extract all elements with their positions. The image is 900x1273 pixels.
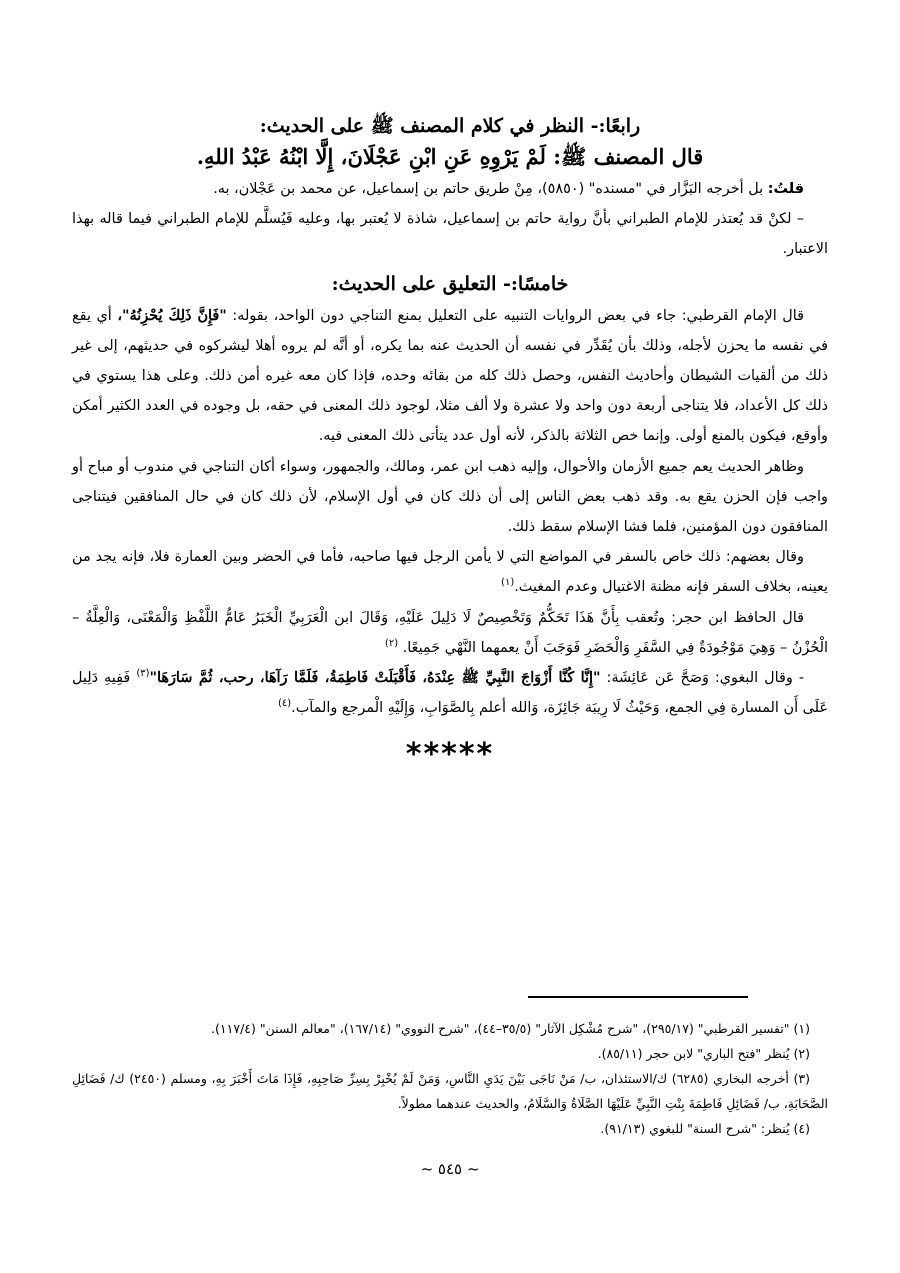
baghawi-intro: - وقال البغوي: وَصَحَّ عَن عَائِشَة:: [606, 670, 805, 687]
paragraph-qurtubi: [72, 301, 828, 452]
qultu-label: قلتُ:: [767, 181, 804, 197]
paragraph-hajar: [72, 603, 828, 663]
footnote-1: (١) "تفسير القرطبي" (٢٩٥/١٧)، "شرح مُشْكِل الآثار" (٣٥/٥–٤٤)، "شرح النووي" (١٦٧/١٤)، "معالم السنن" (١١٧/٤).: [211, 1021, 810, 1036]
paragraph-baad: [72, 542, 828, 602]
heading-author-statement: [72, 140, 828, 174]
qurtubi-text: أي يقع في نفسه ما يحزن لأجله، وذلك بأن يُقَدِّر في نفسه أن الحديث عنه بما يكره، أو أنَّه لم يروه أهلا ليشركوه في حديثهم، إلى غير ذلك من ألقيات الشيطان وأحاديث النفس، وحصل ذلك كله من بقائه وحده، فإذا كان معه غيره أمن ذلك. وعلى هذا يستوي في ذلك كل الأعداد، فلا يتناجى أربعة دون واحد ولا عشرة ولا ألف مثلا، لوجود ذلك المعنى في حقه، بل وجوده في العدد الكثير أمكن وأوقع، فيكون بالمنع أولى. وإنما خص الثلاثة بالذكر، لأنه أول عدد يتأتى ذلك المعنى فيه.: [72, 307, 828, 445]
footnote-ref-1[interactable]: (١): [501, 577, 515, 589]
qurtubi-hadith-quote: "فَإِنَّ ذَلِكَ يُحْزِنُهُ"،: [117, 306, 227, 324]
hajar-text: قال الحافظ ابن حجر: وتُعقب بِأَنَّ هَذَا تَحَكُّمٌ وَتَخْصِيصٌ لَا دَلِيلَ عَلَيْهِ، وَقَالَ ابن الْعَرَبِيِّ الْخَبَرُ عَامُّ اللَّفْظِ وَالْمَعْنَى، وَالْعِلَّةُ – الْحُزْنُ – وَهِيَ مَوْجُودَةٌ فِي السَّفَرِ وَالْحَضَرِ فَوَجَبَ أَنْ يعمهما النَّهْي جَمِيعًا.: [72, 609, 828, 656]
paragraph-zahir: وظاهر الحديث يعم جميع الأزمان والأحوال، وإليه ذهب ابن عمر، ومالك، والجمهور، وسواء أكان التناجي في مندوب أو مباح أو واجب فإن الحزن يقع به. وقد ذهب بعض الناس إلى أن ذلك كان في أول الإسلام، لأن ذلك كان في حال المنافقين فيتناجى المنافقون دون المؤمنين، فلما فشا الإسلام سقط ذلك.: [72, 458, 828, 536]
footnote-ref-2[interactable]: (٢): [384, 638, 399, 650]
baad-text: وقال بعضهم: ذلك خاص بالسفر في المواضع التي لا يأمن الرجل فيها صاحبه، فأما في الحضر وبين العمارة فلا، فإنه يجد من يعينه، بخلاف السفر فإنه مظنة الاغتيال وعدم المغيث.: [72, 549, 828, 596]
qurtubi-intro: قال الإمام القرطبي: جاء في بعض الروايات التنبيه على التعليل بمنع التناجي دون الواحد، بقوله:: [232, 307, 805, 324]
page-number: ~ ٥٤٥ ~: [420, 1160, 480, 1178]
footnote-2: (٢) يُنظر "فتح الباري" لابن حجر (٨٥/١١).: [597, 1046, 810, 1061]
section-fourth-body: [72, 174, 828, 265]
footnote-ref-4[interactable]: (٤): [277, 698, 292, 710]
footnote-3: (٣) أخرجه البخاري (٦٢٨٥) ك/الاستئذان، ب/ مَنْ نَاجَى بَيْنَ يَدَيِ النَّاسِ، وَمَنْ لَمْ يُخْبِرْ بِسِرِّ صَاحِبِهِ، فَإِذَا مَاتَ أَخْبَرَ بِهِ، ومسلم (٢٤٥٠) ك/ فَضَائِلِ الصَّحَابَةِ، ب/ فَضَائِلِ فَاطِمَةَ بِنْتِ النَّبِيِّ عَلَيْهَا الصَّلَاةُ وَالسَّلَامُ، والحديث عندهما مطولاً.: [72, 1071, 828, 1111]
heading-fourth: رابعًا:- النظر في كلام المصنف ﷺ على الحديث:: [259, 115, 641, 137]
section-separator: *****: [405, 737, 495, 773]
footnote-ref-3[interactable]: (٣): [136, 668, 150, 680]
baghawi-text: فَفِيهِ دَلِيل عَلَى أَن المسارة فِي الجمع، وَحَيْثُ لَا رِيبَة جَائِزَة، وَالله أعلم بِالصَّوَابِ، وَإِلَيْهِ الْمرجع والمآب.: [72, 670, 828, 717]
author-label: قال المصنف ﷺ:: [553, 144, 704, 169]
page-body: [72, 112, 828, 772]
paragraph-baghawi: [72, 663, 828, 723]
paragraph-qultu: [72, 174, 828, 204]
footnotes: [72, 1016, 828, 1141]
author-quote: لَمْ يَرْوِهِ عَنِ ابْنِ عَجْلَانَ، إِلَّا ابْنُهُ عَبْدُ اللهِ.: [196, 144, 546, 169]
footnote-divider: [528, 996, 748, 998]
qultu-text: بل أخرجه البَزَّار في "مسنده" (٥٨٥٠)، مِنْ طريق حاتم بن إسماعيل، عن محمد بن عَجْلان، به.: [213, 181, 764, 197]
footnote-4: (٤) يُنظر: "شرح السنة" للبغوي (٩١/١٣).: [600, 1121, 810, 1136]
paragraph-excuse: – لكنْ قد يُعتذر للإمام الطبراني بأنَّ رواية حاتم بن إسماعيل، شاذة لا يُعتبر بها، وعليه فَيُسلَّم للإمام الطبراني فيما قاله بهذا الاعتبار.: [72, 211, 828, 258]
baghawi-hadith-quote: "إِنَّا كُنَّا أَزْوَاجَ النَّبِيِّ ﷺ عِنْدَهُ، فَأَقْبَلَتْ فَاطِمَةُ، فَلَمَّا رَآهَا، رحب، ثُمَّ سَارَهَا": [149, 669, 601, 687]
heading-fifth: خامسًا:- التعليق على الحديث:: [331, 272, 569, 295]
section-fifth-body: [72, 301, 828, 724]
